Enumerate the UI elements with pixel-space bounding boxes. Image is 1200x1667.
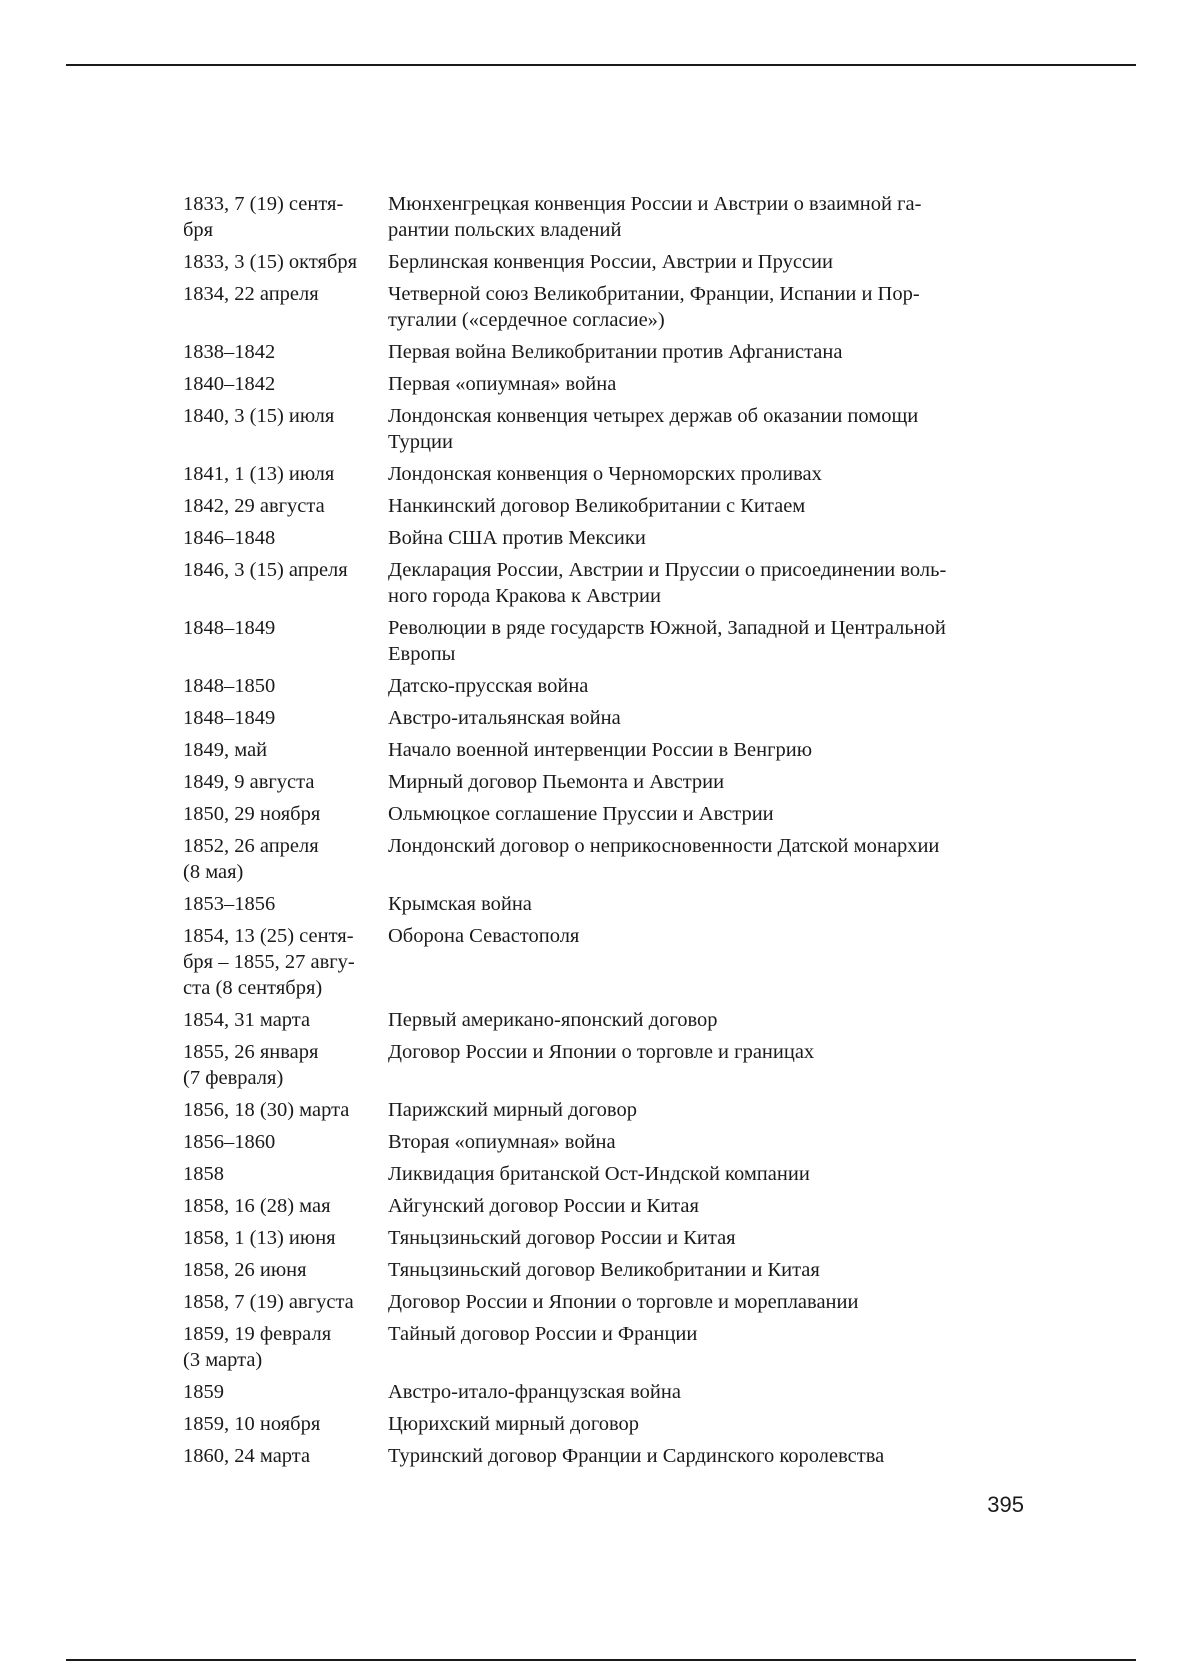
event-line: Нанкинский договор Великобритании с Китаем [388,495,806,517]
row-date [183,923,388,1007]
event-line: Первая «опиумная» война [388,373,617,395]
top-rule [66,64,1136,66]
row-date [183,191,388,249]
row-date [183,673,388,705]
event-line: рантии польских владений [388,219,622,241]
event-line: Парижский мирный договор [388,1099,637,1121]
row-event [388,615,1023,673]
row-event [388,339,1023,371]
row-event [388,403,1023,461]
chronology-row [183,191,1023,249]
row-date [183,801,388,833]
chronology-row [183,339,1023,371]
row-date [183,1321,388,1379]
event-line: Мюнхенгрецкая конвенция России и Австрии о взаимной га- [388,193,922,215]
row-event [388,1443,1023,1475]
row-date [183,1193,388,1225]
chronology-row [183,1379,1023,1411]
row-date [183,371,388,403]
date-line: бря – 1855, 27 авгу- [183,951,355,973]
date-line: 1858, 1 (13) июня [183,1227,336,1249]
event-line: тугалии («сердечное согласие») [388,309,665,331]
date-line: 1849, май [183,739,268,761]
event-line: Датско-прусская война [388,675,589,697]
row-event [388,1193,1023,1225]
row-date [183,1225,388,1257]
date-line: 1854, 13 (25) сентя- [183,925,354,947]
chronology-row [183,525,1023,557]
chronology-row [183,403,1023,461]
row-event [388,769,1023,801]
event-line: Революции в ряде государств Южной, Западной и Центральной [388,617,946,639]
event-line: Лондонская конвенция о Черноморских проливах [388,463,822,485]
row-event [388,493,1023,525]
chronology-row [183,833,1023,891]
chronology-row [183,1161,1023,1193]
event-line: Декларация России, Австрии и Пруссии о присоединении воль- [388,559,947,581]
date-line: ста (8 сентября) [183,977,323,999]
chronology-row [183,1411,1023,1443]
date-line: 1846, 3 (15) апреля [183,559,348,581]
row-date [183,891,388,923]
row-event [388,891,1023,923]
row-event [388,461,1023,493]
date-line: 1846–1848 [183,527,276,549]
date-line: 1855, 26 января [183,1041,319,1063]
chronology-row [183,493,1023,525]
event-line: Мирный договор Пьемонта и Австрии [388,771,725,793]
chronology-row [183,1225,1023,1257]
row-date [183,493,388,525]
chronology-row [183,371,1023,403]
chronology-row [183,1097,1023,1129]
chronology-row [183,249,1023,281]
date-line: 1859, 19 февраля [183,1323,332,1345]
event-line: Четверной союз Великобритании, Франции, Испании и Пор- [388,283,920,305]
chronology-row [183,281,1023,339]
chronology-row [183,801,1023,833]
date-line: 1853–1856 [183,893,276,915]
date-line: 1848–1849 [183,617,276,639]
row-event [388,1129,1023,1161]
date-line: 1850, 29 ноября [183,803,321,825]
event-line: Тяньцзиньский договор Великобритании и Китая [388,1259,820,1281]
row-date [183,1161,388,1193]
date-line: 1840–1842 [183,373,276,395]
event-line: Лондонский договор о неприкосновенности Датской монархии [388,835,940,857]
row-date [183,1379,388,1411]
row-event [388,281,1023,339]
date-line: 1848–1850 [183,675,276,697]
event-line: Лондонская конвенция четырех держав об оказании помощи [388,405,919,427]
row-date [183,1039,388,1097]
row-event [388,737,1023,769]
row-date [183,403,388,461]
chronology-row [183,1129,1023,1161]
chronology-row [183,1257,1023,1289]
row-date [183,249,388,281]
row-event [388,1161,1023,1193]
chronology-row [183,769,1023,801]
date-line: 1841, 1 (13) июля [183,463,335,485]
row-date [183,1097,388,1129]
row-date [183,1443,388,1475]
row-event [388,1411,1023,1443]
date-line: 1858 [183,1163,224,1185]
row-date [183,1007,388,1039]
row-date [183,615,388,673]
chronology-row [183,557,1023,615]
chronology-body [183,191,1023,1475]
row-event [388,1289,1023,1321]
row-date [183,1129,388,1161]
row-date [183,1411,388,1443]
row-date [183,525,388,557]
row-date [183,461,388,493]
row-date [183,705,388,737]
row-date [183,737,388,769]
date-line: 1849, 9 августа [183,771,315,793]
date-line: (7 февраля) [183,1067,284,1089]
event-line: Туринский договор Франции и Сардинского королевства [388,1445,885,1467]
date-line: бря [183,219,214,241]
row-event [388,1257,1023,1289]
row-date [183,769,388,801]
row-event [388,371,1023,403]
chronology-row [183,1193,1023,1225]
event-line: Австро-итало-французская война [388,1381,681,1403]
date-line: 1838–1842 [183,341,276,363]
date-line: 1833, 3 (15) октября [183,251,358,273]
event-line: Ольмюцкое соглашение Пруссии и Австрии [388,803,774,825]
row-event [388,801,1023,833]
row-event [388,1321,1023,1379]
event-line: Начало военной интервенции России в Венгрию [388,739,813,761]
event-line: Оборона Севастополя [388,925,580,947]
row-event [388,1007,1023,1039]
row-date [183,1257,388,1289]
chronology-row [183,891,1023,923]
event-line: Австро-итальянская война [388,707,621,729]
date-line: 1858, 16 (28) мая [183,1195,331,1217]
date-line: 1854, 31 марта [183,1009,311,1031]
chronology-row [183,1443,1023,1475]
date-line: 1858, 7 (19) августа [183,1291,354,1313]
row-event [388,191,1023,249]
chronology-row [183,1321,1023,1379]
event-line: Первая война Великобритании против Афганистана [388,341,843,363]
event-line: Договор России и Японии о торговле и границах [388,1041,815,1063]
date-line: 1859, 10 ноября [183,1413,321,1435]
chronology-row [183,615,1023,673]
date-line: 1859 [183,1381,224,1403]
row-event [388,1379,1023,1411]
date-line: 1860, 24 марта [183,1445,311,1467]
chronology-table [183,191,1023,1475]
row-event [388,525,1023,557]
row-event [388,1039,1023,1097]
chronology-row [183,461,1023,493]
date-line: 1834, 22 апреля [183,283,319,305]
event-line: Тяньцзиньский договор России и Китая [388,1227,736,1249]
event-line: Европы [388,643,456,665]
event-line: Первый американо-японский договор [388,1009,718,1031]
chronology-row [183,1289,1023,1321]
row-date [183,281,388,339]
event-line: Айгунский договор России и Китая [388,1195,699,1217]
row-event [388,1097,1023,1129]
row-event [388,923,1023,1007]
chronology-row [183,1007,1023,1039]
event-line: ного города Кракова к Австрии [388,585,661,607]
chronology-row [183,705,1023,737]
row-date [183,557,388,615]
event-line: Договор России и Японии о торговле и мореплавании [388,1291,859,1313]
row-date [183,1289,388,1321]
date-line: 1858, 26 июня [183,1259,307,1281]
chronology-row [183,1039,1023,1097]
chronology-row [183,737,1023,769]
date-line: 1840, 3 (15) июля [183,405,335,427]
date-line: 1856, 18 (30) марта [183,1099,350,1121]
event-line: Война США против Мексики [388,527,646,549]
chronology-row [183,673,1023,705]
row-date [183,833,388,891]
date-line: 1842, 29 августа [183,495,325,517]
event-line: Крымская война [388,893,532,915]
event-line: Ликвидация британской Ост-Индской компании [388,1163,810,1185]
row-event [388,1225,1023,1257]
chronology-row [183,923,1023,1007]
row-date [183,339,388,371]
event-line: Берлинская конвенция России, Австрии и Пруссии [388,251,833,273]
date-line: 1856–1860 [183,1131,276,1153]
date-line: (8 мая) [183,861,244,883]
row-event [388,673,1023,705]
row-event [388,557,1023,615]
page-number: 395 [987,1492,1024,1517]
event-line: Турции [388,431,453,453]
date-line: 1848–1849 [183,707,276,729]
date-line: 1852, 26 апреля [183,835,319,857]
row-event [388,249,1023,281]
bottom-rule [66,1659,1136,1661]
event-line: Цюрихский мирный договор [388,1413,640,1435]
row-event [388,705,1023,737]
event-line: Тайный договор России и Франции [388,1323,698,1345]
row-event [388,833,1023,891]
date-line: (3 марта) [183,1349,263,1371]
date-line: 1833, 7 (19) сентя- [183,193,344,215]
event-line: Вторая «опиумная» война [388,1131,616,1153]
